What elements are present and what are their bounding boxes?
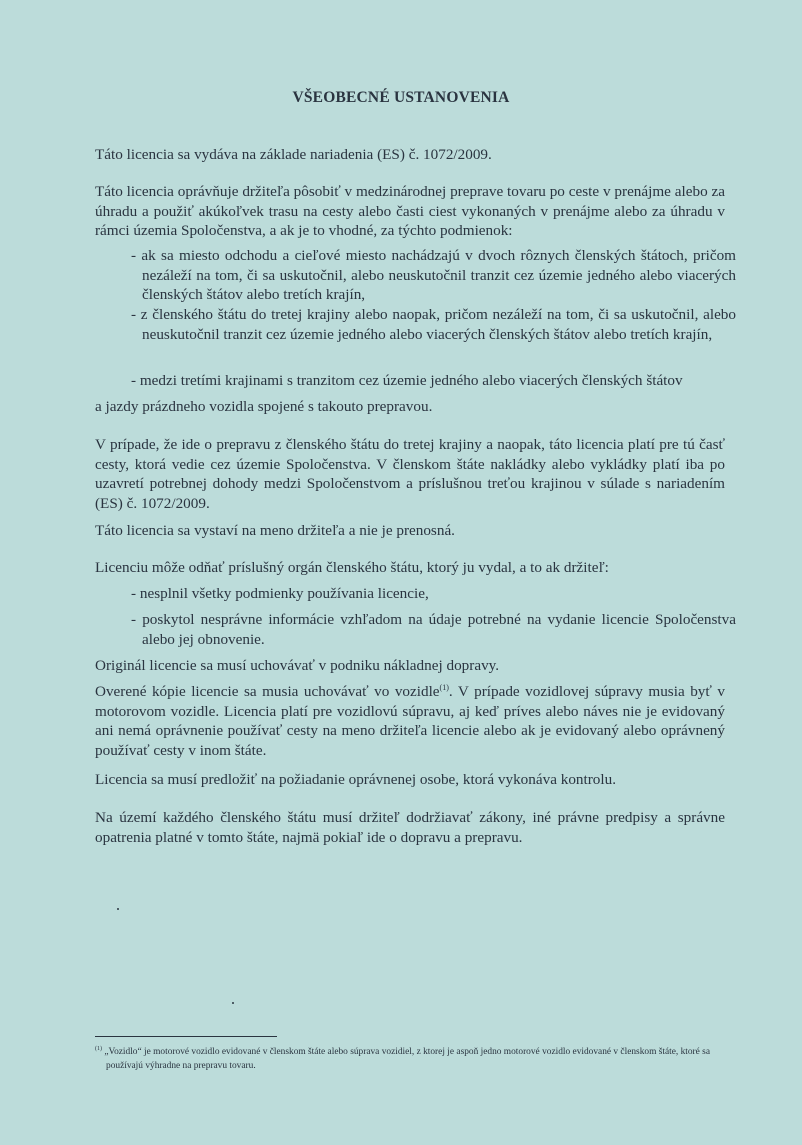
footnote-text: „Vozidlo“ je motorové vozidlo evidované v členskom štáte alebo súprava vozidiel, z ktorej je aspoň jedno motorové vozidlo evidované v členskom štáte, ktoré sa používajú výhradne na prepravu tovaru. [102,1047,710,1071]
paragraph-third-country: V prípade, že ide o prepravu z členského štátu do tretej krajiny a naopak, táto licencia platí pre tú časť cesty, ktorá vedie cez územie Spoločenstva. V členskom štáte nakládky alebo vykládky platí iba po uzavretí potrebnej dohody medzi Spoločenstvom a príslušnou treťou krajinou v súlade s nariadením (ES) č. 1072/2009. [95,436,725,512]
list-item-condition-2: - z členského štátu do tretej krajiny alebo naopak, pričom nezáleží na tom, či sa uskutočnil, alebo neuskutočnil tranzit cez územie jedného alebo viacerých členských štátov alebo tretích krajín, [131,306,736,343]
paragraph-empty-runs: a jazdy prázdneho vozidla spojené s takouto prepravou. [95,398,433,415]
certified-copies-text-start: Overené kópie licencie sa musia uchovávať vo vozidle [95,683,440,700]
footnote [95,1045,736,1073]
paragraph-legal-basis: Táto licencia sa vydáva na základe nariadenia (ES) č. 1072/2009. [95,146,492,163]
footnote-divider [95,1036,277,1037]
paragraph-scope: Táto licencia oprávňuje držiteľa pôsobiť v medzinárodnej preprave tovaru po ceste v prenájme alebo za úhradu a použiť akúkoľvek trasu na cesty alebo časti ciest vykonaných v prenájme alebo za úhradu v rámci územia Spoločenstva, a ak je to vhodné, za týchto podmienok: [95,183,725,239]
paragraph-non-transferable: Táto licencia sa vystaví na meno držiteľa a nie je prenosná. [95,522,455,539]
paragraph-inspection: Licencia sa musí predložiť na požiadanie oprávnenej osobe, ktorá vykonáva kontrolu. [95,771,617,788]
footnote-marker: (1) [95,1046,102,1052]
list-item-withdrawal-2: - poskytol nesprávne informácie vzhľadom na údaje potrebné na vydanie licencie Spoločenstva alebo jej obnovenie. [131,611,736,648]
paragraph-original-kept: Originál licencie sa musí uchovávať v podniku nákladnej dopravy. [95,657,500,674]
list-item-withdrawal-1: - nesplnil všetky podmienky používania licencie, [131,585,429,602]
certified-copies-text-end: . V prípade vozidlovej súpravy musia byť v motorovom vozidle. Licencia platí pre vozidlovú súpravu, aj keď príves alebo náves nie je evidovaný ani nemá oprávnenie používať cesty na meno držiteľa licencie alebo ak je evidovaný alebo oprávnený používať cesty v inom štáte. [95,683,725,759]
page-title: VŠEOBECNÉ USTANOVENIA [292,89,510,106]
footnote-reference: (1) [439,683,449,692]
list-item-condition-1: - ak sa miesto odchodu a cieľové miesto nachádzajú v dvoch rôznych členských štátoch, pričom nezáleží na tom, či sa uskutočnil, alebo neuskutočnil tranzit cez územie jedného alebo viacerých členských štátov alebo tretích krajín, [131,247,736,303]
paragraph-compliance: Na území každého členského štátu musí držiteľ dodržiavať zákony, iné právne predpisy a správne opatrenia platné v tomto štáte, najmä pokiaľ ide o dopravu a prepravu. [95,809,725,846]
scan-speck [117,908,119,910]
list-item-condition-3: - medzi tretími krajinami s tranzitom cez územie jedného alebo viacerých členských štátov [131,372,683,389]
scan-speck [232,1002,234,1004]
paragraph-certified-copies [95,682,725,760]
paragraph-withdrawal: Licenciu môže odňať príslušný orgán členského štátu, ktorý ju vydal, a to ak držiteľ: [95,559,609,576]
